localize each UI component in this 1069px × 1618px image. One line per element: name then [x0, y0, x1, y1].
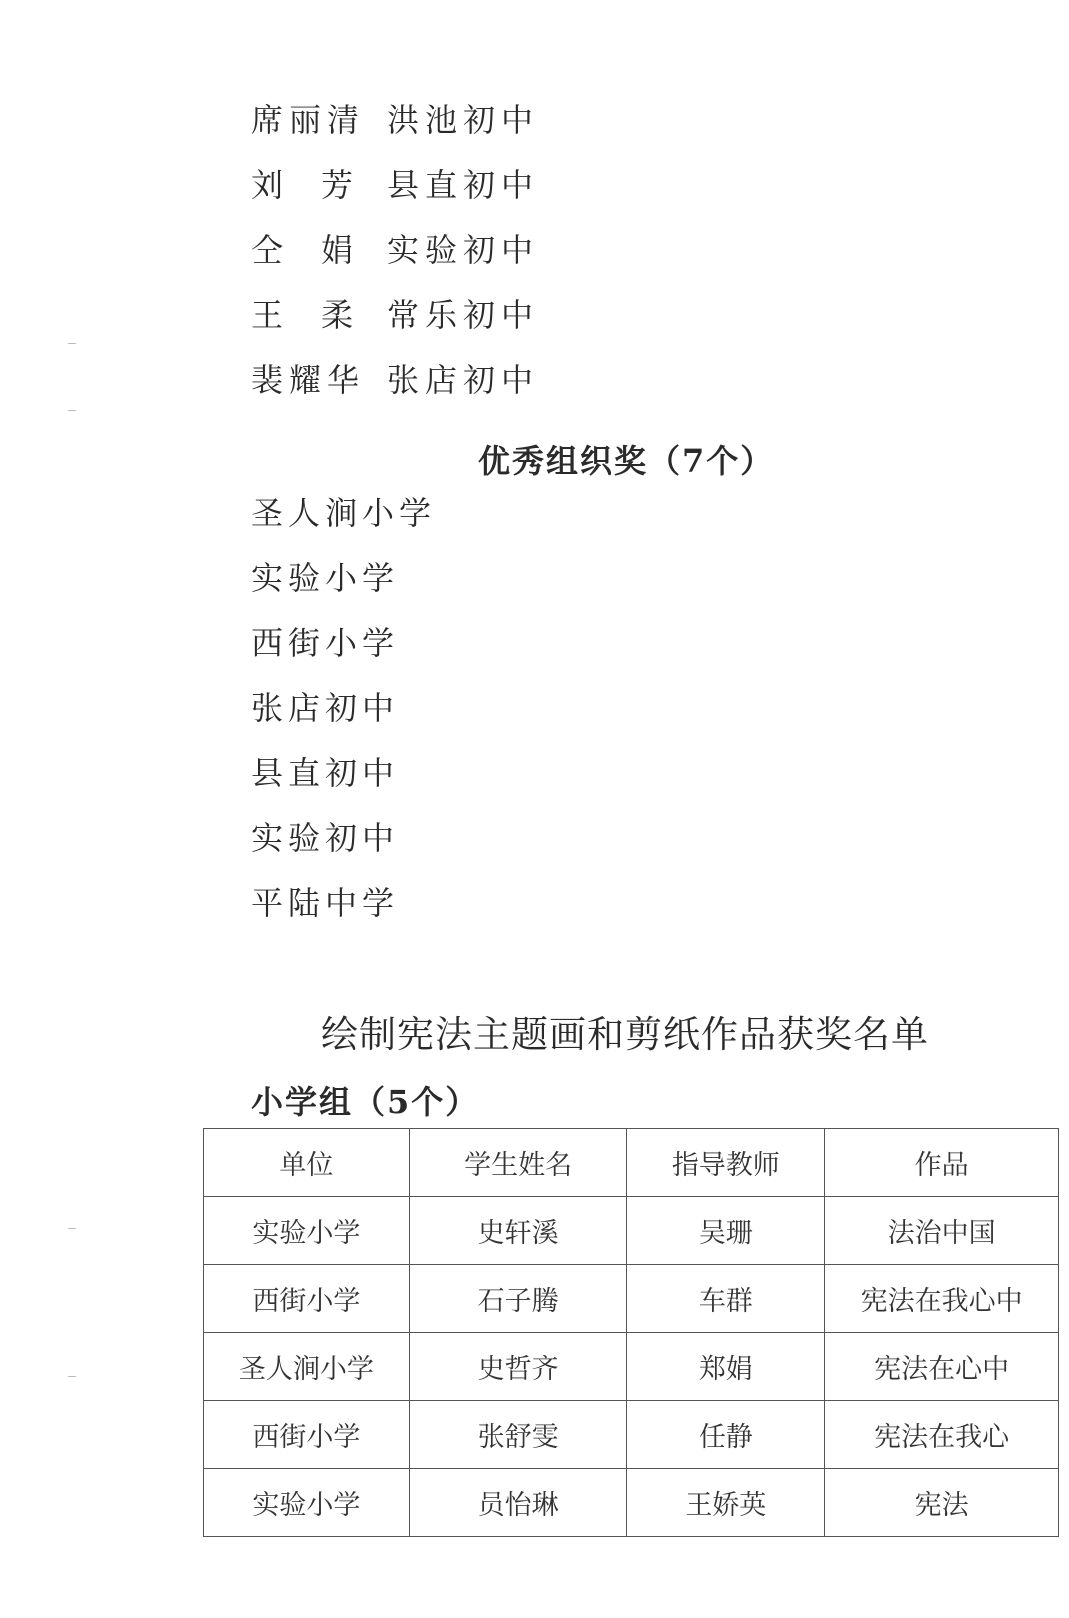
header-teacher: 指导教师 — [627, 1129, 825, 1197]
teacher-school: 张店初中 — [387, 361, 540, 399]
teacher-row — [251, 228, 539, 272]
cell-unit: 圣人涧小学 — [204, 1333, 410, 1401]
teacher-school: 实验初中 — [387, 231, 540, 269]
cell-teacher: 王娇英 — [627, 1469, 825, 1537]
teacher-row — [251, 358, 539, 402]
teacher-name: 王 柔 — [251, 296, 354, 334]
org-award-school: 西街小学 — [251, 624, 400, 662]
cell-unit: 西街小学 — [204, 1401, 410, 1469]
org-award-school: 县直初中 — [251, 754, 400, 792]
header-work: 作品 — [825, 1129, 1059, 1197]
cell-unit: 实验小学 — [204, 1469, 410, 1537]
teacher-name: 仝 娟 — [251, 231, 354, 269]
cell-work: 宪法在我心中 — [825, 1265, 1059, 1333]
table-row — [204, 1333, 1059, 1401]
cell-student-name: 史哲齐 — [409, 1333, 627, 1401]
teacher-row — [251, 98, 539, 142]
cell-work: 宪法在我心 — [825, 1401, 1059, 1469]
org-award-school: 实验初中 — [251, 819, 400, 857]
cell-teacher: 郑娟 — [627, 1333, 825, 1401]
scan-mark — [68, 1376, 76, 1377]
cell-unit: 西街小学 — [204, 1265, 410, 1333]
teacher-school: 县直初中 — [387, 166, 540, 204]
teacher-row — [251, 293, 539, 337]
table-row — [204, 1265, 1059, 1333]
org-award-school: 张店初中 — [251, 689, 400, 727]
teacher-school: 常乐初中 — [387, 296, 540, 334]
cell-work: 法治中国 — [825, 1197, 1059, 1265]
scan-mark — [68, 1228, 76, 1229]
org-award-school: 平陆中学 — [251, 884, 400, 922]
org-award-school: 实验小学 — [251, 559, 400, 597]
teacher-name: 裴耀华 — [251, 361, 366, 399]
section-title: 绘制宪法主题画和剪纸作品获奖名单 — [321, 1013, 929, 1056]
cell-work: 宪法在心中 — [825, 1333, 1059, 1401]
cell-teacher: 吴珊 — [627, 1197, 825, 1265]
table-row — [204, 1197, 1059, 1265]
org-award-heading: 优秀组织奖（7个） — [478, 442, 775, 480]
cell-teacher: 车群 — [627, 1265, 825, 1333]
cell-student-name: 史轩溪 — [409, 1197, 627, 1265]
header-unit: 单位 — [204, 1129, 410, 1197]
cell-student-name: 石子腾 — [409, 1265, 627, 1333]
cell-work: 宪法 — [825, 1469, 1059, 1537]
cell-student-name: 张舒雯 — [409, 1401, 627, 1469]
table-row — [204, 1469, 1059, 1537]
teacher-name: 刘 芳 — [251, 166, 354, 204]
teacher-school: 洪池初中 — [387, 101, 540, 139]
teacher-row — [251, 163, 539, 207]
cell-student-name: 员怡琳 — [409, 1469, 627, 1537]
table-header-row — [204, 1129, 1059, 1197]
group-label: 小学组（5个） — [251, 1083, 480, 1121]
awards-table — [203, 1128, 1059, 1537]
scan-mark — [68, 343, 76, 344]
table-row — [204, 1401, 1059, 1469]
scan-mark — [68, 410, 76, 411]
cell-unit: 实验小学 — [204, 1197, 410, 1265]
org-award-school: 圣人涧小学 — [251, 494, 437, 532]
teacher-name: 席丽清 — [251, 101, 366, 139]
header-student-name: 学生姓名 — [409, 1129, 627, 1197]
cell-teacher: 任静 — [627, 1401, 825, 1469]
